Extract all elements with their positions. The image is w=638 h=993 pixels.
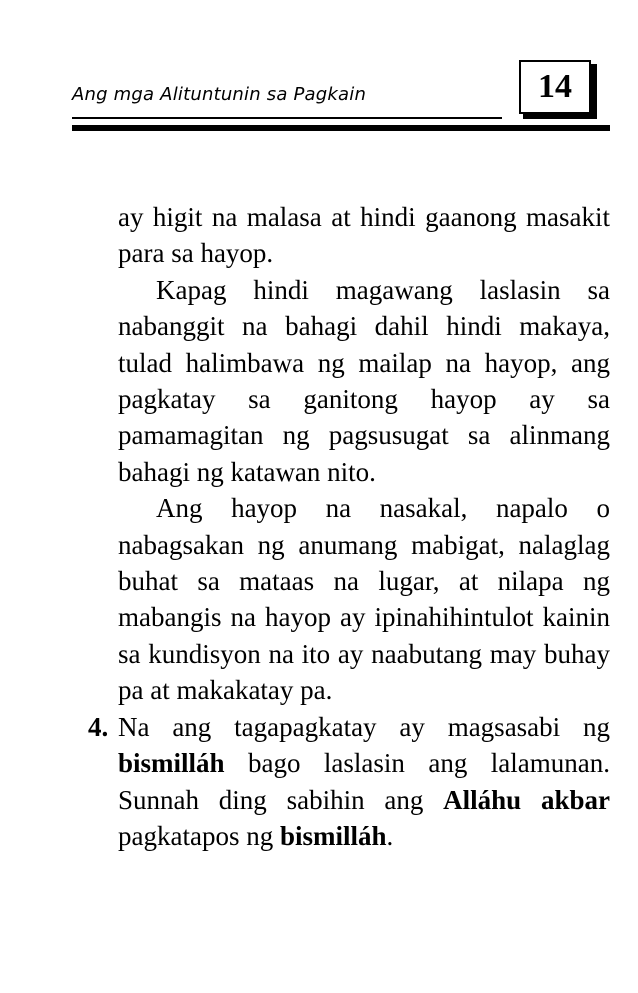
item-text-part: bago laslasin ang lalamunan. Sunnah ding sabihin ang <box>118 748 610 815</box>
bold-term: bismilláh <box>118 748 225 779</box>
paragraph <box>88 272 610 490</box>
numbered-item <box>88 709 610 855</box>
item-text-part: . <box>386 820 394 851</box>
bold-term: Alláhu akbar <box>443 784 610 815</box>
item-number: 4. <box>88 711 109 742</box>
paragraph-text: Kapag hindi magawang laslasin sa nabanggit na bahagi dahil hindi makaya, tulad halimbawa ng mailap na hayop, ang pagkatay sa ganitong hayop ay sa pamamagitan ng pagsusugat sa alinmang bahagi ng katawan nito. <box>118 274 610 487</box>
item-text-part: pagkatapos ng <box>118 820 274 851</box>
header-rule-thin <box>72 117 502 119</box>
page-body <box>88 199 610 854</box>
page-number: 14 <box>519 60 591 114</box>
book-title: Ang mga Alituntunin sa Pagkain <box>72 84 367 105</box>
paragraph-continued <box>88 199 610 272</box>
paragraph <box>88 490 610 708</box>
item-text-part: Na ang tagapagkatay ay magsasabi ng <box>118 711 610 742</box>
paragraph-text: ay higit na malasa at hindi gaanong masakit para sa hayop. <box>118 202 610 269</box>
header-rule-thick <box>72 125 610 131</box>
bold-term: bismilláh <box>279 820 387 851</box>
paragraph-text: Ang hayop na nasakal, napalo o nabagsakan ng anumang mabigat, nalaglag buhat sa mataas na lugar, at nilapa ng mabangis na hayop ay ipinahihintulot kainin sa kundisyon na ito ay naabutang may buhay pa at makakatay pa. <box>118 493 610 706</box>
item-text <box>118 709 610 855</box>
